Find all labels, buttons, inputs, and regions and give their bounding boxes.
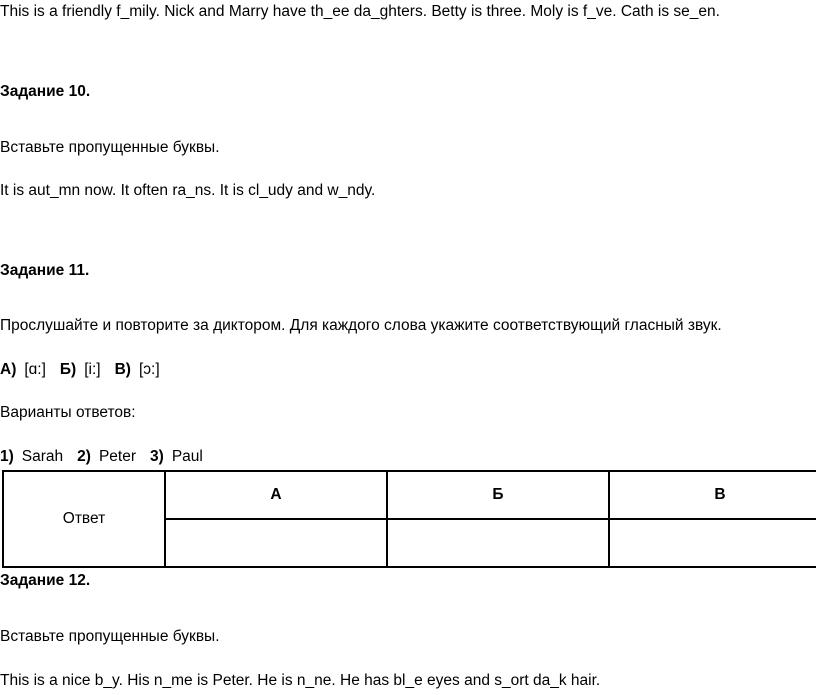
task12-sentence: This is a nice b_y. His n_me is Peter. He is n_ne. He has bl_e eyes and s_ort da_k hair. (0, 672, 601, 689)
option-value-3: Paul (171, 448, 203, 465)
answer-row-label: Ответ (3, 471, 165, 567)
option-value-2: Peter (98, 448, 137, 465)
task11-sounds (0, 360, 160, 380)
answer-cell-v[interactable] (609, 519, 816, 567)
task10-heading: Задание 10. (0, 83, 91, 100)
column-header-b: Б (387, 471, 609, 519)
task12-heading: Задание 12. (0, 572, 91, 589)
option-num-1: 1) (0, 448, 14, 465)
task11-instruction: Прослушайте и повторите за диктором. Для каждого слова укажите соответствующий гласный звук. (0, 317, 722, 334)
option-value-1: Sarah (21, 448, 64, 465)
answer-table (2, 470, 816, 568)
sound-letter-b: Б) (59, 361, 77, 378)
sound-letter-v: В) (114, 361, 131, 378)
intro-sentence: This is a friendly f_mily. Nick and Marry have th_ee da_ghters. Betty is three. Moly is f_ve. Cath is se_en. (0, 3, 720, 20)
option-num-2: 2) (77, 448, 91, 465)
option-num-3: 3) (150, 448, 164, 465)
task11-heading: Задание 11. (0, 262, 90, 279)
table-row (3, 471, 816, 519)
column-header-v: В (609, 471, 816, 519)
answer-cell-a[interactable] (165, 519, 387, 567)
task10-instruction: Вставьте пропущенные буквы. (0, 139, 220, 156)
task10-sentence: It is aut_mn now. It often ra_ns. It is cl_udy and w_ndy. (0, 182, 376, 199)
sound-value-v: [ɔ:] (138, 361, 160, 378)
answer-cell-b[interactable] (387, 519, 609, 567)
sound-letter-a: А) (0, 361, 17, 378)
sound-value-a: [ɑ:] (24, 361, 46, 378)
task11-options (0, 447, 203, 467)
column-header-a: А (165, 471, 387, 519)
task12-instruction: Вставьте пропущенные буквы. (0, 628, 220, 645)
sound-value-b: [i:] (84, 361, 101, 378)
task11-options-label: Варианты ответов: (0, 404, 136, 421)
